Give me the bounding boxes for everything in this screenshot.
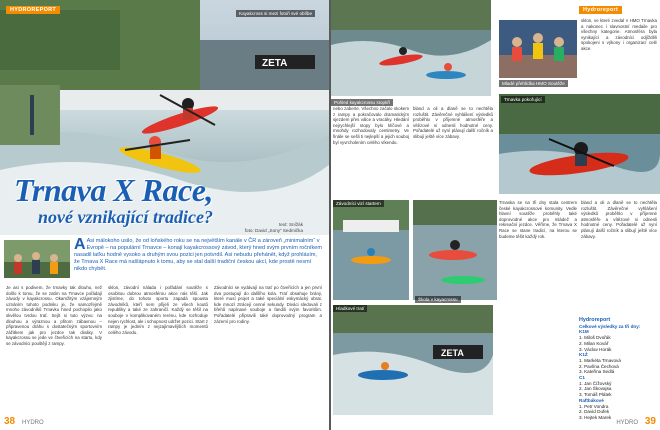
caption-lower-mid: Škola v kayacrossu: [415, 296, 461, 303]
result-row: 3. Václav Horák: [579, 346, 612, 352]
caption-lower-left: Závodníci vizí startem: [333, 200, 384, 207]
section-tag: HYDROREPORT: [6, 6, 60, 14]
article-subtitle: nové vznikající tradice?: [38, 207, 213, 227]
photo-bottom-left: [333, 305, 493, 415]
results-subheading: Celkové výsledky za tři dny:: [579, 323, 641, 329]
caption-water: Trnavka pokořující: [501, 96, 545, 103]
section-tag-right: Hydroreport: [579, 6, 622, 14]
result-row: 2. Jan Škovajsa: [579, 386, 612, 392]
page-number-left: 38: [4, 416, 16, 427]
body-column-7: bland a oli a dlaně se to nechtěla rozluštit. Závěrečné vyhlášení výsledků proběhlo v příjemné atmosféře a vítězové si odnesli hodnotné ceny. Pořadatelé už nyní plánují další ročník a slibují ještě více zábavy.: [581, 200, 657, 239]
result-row: 1. Petr Vondra: [579, 403, 609, 409]
body-column-4: nebo zaberte. Všechno začalo skokem z rampy a pokračovalo dramatickým sjezdem přes válce a vracáky. Hledání nejrychlejší stopy bylo klíčové a mnohdy rozhodovaly centimetry. Ve finále se sešli ti nejlepší a jejich souboj byl vyvrcholením celého víkendu.: [333, 106, 409, 145]
photo-top-left: [331, 0, 491, 96]
track-image: [333, 305, 493, 415]
lead-text: Asi málokoho usilo, že od loňského roku se na největším kanále v ČR a zároveň „minimalním“ v Evropě – na populární Trnavce – konají kayakcrossový závod, který hned svým prvním ročníkem nasadil laťku hodně vysoko a druhým svou pozici jen potvrdil. Asi nebudu přehánět, když prohlásím, že Trnava X Race má našlápnuto k tomu, aby se stal další tradiční českou akcí, kde prostě nesmí nikdo chybět.: [74, 238, 322, 272]
result-row: 1. Jan Čížovský: [579, 380, 612, 386]
start-ramp-image: [333, 200, 409, 300]
svg-text:ZETA: ZETA: [441, 348, 464, 358]
footer-brand-right: HYDRO: [616, 420, 638, 426]
result-row: 1. Markéta Trnavová: [579, 357, 621, 363]
body-column-5: bland a oli a dlaně se to nechtěla rozluštit. Závěrečné vyhlášení výsledků proběhlo v příjemné atmosféře a vítězové si odnesli hodnotné ceny. Pořadatelé už nyní plánují další ročník a slibují ještě více zábavy.: [413, 106, 493, 139]
kayak-race-image: [331, 0, 491, 96]
body-column-right-top: sklon, ve které zvedal v HMO Trnavka a nakonec i slavnostní medaile pro všechny kategorie. Atmosféra byla vynikající a závodníci odjížděli spokojeni s výkony i organizací celé akce.: [581, 18, 657, 51]
category-name: C1: [579, 375, 585, 381]
photo-lower-mid: [413, 200, 497, 300]
result-row: 3. Kateřina Sedlá: [579, 369, 615, 375]
result-row: 1. Miloš Dvořák: [579, 335, 611, 341]
photo-credit: foto: David „Sony“ Sedmička: [244, 228, 303, 233]
body-column-1: Je asi s podivem, že trnavky tak dlouho, než došlo k tomu, že se zatím na Trnavce pořádají závody v kayakcrossu. Okamžitým vzájemným uznáním tohoto podniku je, že samozřejmě mnoho závodníků Trnavku hned pochopilo jako skvělou tvrdou trať. Sejít si tuto výzvu: na dlouhou a výraznou a přitom zábavnou – připravenou dráhu s dostatečným sportovním zážitkem jak pro jezdce tak diváky. V kayakcrossu se jede ve čtveřicích na startu, kdy se závodníci pouštějí z rampy.: [6, 285, 102, 346]
category-name: Raftbákové: [579, 397, 604, 403]
caption-mid-left: Pohled kayakcrossu stopkří: [331, 99, 393, 106]
result-row: 3. Tomáš Plátek: [579, 392, 612, 398]
footer-brand-left: HYDRO: [22, 420, 44, 426]
red-kayak-image: [499, 94, 660, 194]
spectators-image: [4, 240, 70, 278]
photo-water: [499, 94, 660, 194]
article-title: Trnava X Race,: [14, 172, 213, 208]
category-name: K1Ž: [579, 352, 588, 358]
body-column-3: Závodníci se vydávají na trať po čtveřicích a jen první dva postupují do dalšího kola. Trať obsahuje brány, které musí projet a také speciální eskymácký obrat, kde mnozí ztrácejí cenné sekundy. Diváci sledovali z břehů napínavé souboje a fandili svým favoritům. Pořadatelé připravili také doprovodný program a zázemí pro rodiny.: [214, 285, 322, 324]
author-credit: [245, 222, 303, 234]
results-heading: Hydroreport: [579, 317, 611, 323]
author-name: text: Snížák: [278, 222, 303, 227]
body-column-2: sklon, závodní nálada i pořádání soutěže s osobitou dobrou atmosférou akce nás těší. Jak zjistíme, do tohoto sportu zapadá spousta závodníků, kteří sem přijeli ze všech koutů republiky a také ze zahraničí. Každý se těšil na souboje v komplikovaném terénu, kde rozhoduje nejen rychlost, ale i schopnost udržet pozici. Start z rampy je jedním z nejzajímavějších momentů celého závodu.: [108, 285, 208, 335]
svg-text:ZETA: ZETA: [262, 58, 288, 69]
photo-trophies: [499, 20, 577, 78]
inset-photo: [4, 240, 70, 278]
caption-bottom-left: Hladkové tratí: [333, 305, 367, 312]
podium-image: [499, 20, 577, 78]
page-number-right: 39: [644, 416, 656, 427]
drop-cap: A: [74, 236, 86, 253]
caption-trophies: Mladé přehlídka HMO Soutěže: [499, 80, 568, 87]
result-row: 2. Milan Kovář: [579, 340, 609, 346]
results-box: [579, 318, 658, 421]
results-category-raft: [579, 398, 658, 421]
result-row: 2. David Dufek: [579, 409, 610, 415]
left-page: [0, 0, 329, 430]
body-column-6: Trnavka se na tři dny stala centrem české kayakcrossové komunity. Vedle hlavní soutěže proběhly také doprovodné akce pro mládež a rekreační jezdce. Věříme, že Trnava X Race se stane tradicí, na kterou se budeme těšit každý rok.: [499, 200, 577, 239]
result-row: 2. Pavlína Čechová: [579, 363, 619, 369]
hero-photo-caption: Kayakcross si mezi fotoři své oblíbe: [236, 10, 315, 17]
kayak-school-image: [413, 200, 497, 300]
results-category-k1z: [579, 352, 658, 375]
category-name: K1M: [579, 329, 589, 335]
results-category-c1: [579, 375, 658, 398]
photo-lower-left: [333, 200, 409, 300]
result-row: 3. Hejtek Marek: [579, 414, 612, 420]
results-category-k1m: [579, 329, 658, 352]
article-lead: [74, 238, 324, 273]
